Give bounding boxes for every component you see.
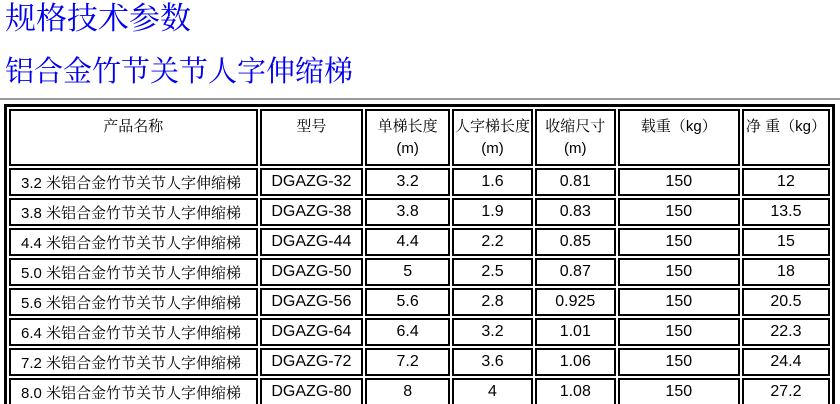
model-cell: DGAZG-80 xyxy=(260,378,364,404)
load-cell: 150 xyxy=(618,258,740,286)
aframe-length-cell: 2.8 xyxy=(452,288,533,316)
table-row xyxy=(9,258,830,286)
single-length-cell: 4.4 xyxy=(365,228,450,256)
net-weight-cell: 12 xyxy=(742,168,830,196)
folded-size-cell: 0.925 xyxy=(535,288,616,316)
col-header-label: 型号 xyxy=(296,118,327,135)
table-row xyxy=(9,318,830,346)
divider xyxy=(0,98,840,100)
product-name-cell: 6.4 米铝合金竹节关节人字伸缩梯 xyxy=(9,318,258,346)
single-length-cell: 5.6 xyxy=(365,288,450,316)
product-name-cell: 5.0 米铝合金竹节关节人字伸缩梯 xyxy=(9,258,258,286)
net-weight-cell: 24.4 xyxy=(742,348,830,376)
model-cell: DGAZG-72 xyxy=(260,348,364,376)
net-weight-cell: 27.2 xyxy=(742,378,830,404)
col-header-load xyxy=(618,109,740,166)
folded-size-cell: 0.83 xyxy=(535,198,616,226)
net-weight-cell: 20.5 xyxy=(742,288,830,316)
col-header-folded-size xyxy=(535,109,616,166)
product-name-cell: 7.2 米铝合金竹节关节人字伸缩梯 xyxy=(9,348,258,376)
product-name-cell: 5.6 米铝合金竹节关节人字伸缩梯 xyxy=(9,288,258,316)
product-name-cell: 3.8 米铝合金竹节关节人字伸缩梯 xyxy=(9,198,258,226)
col-header-unit: (m) xyxy=(481,140,504,157)
load-cell: 150 xyxy=(618,348,740,376)
col-header-aframe-length xyxy=(452,109,533,166)
spec-table xyxy=(4,104,835,404)
col-header-product-name xyxy=(9,109,258,166)
single-length-cell: 6.4 xyxy=(365,318,450,346)
folded-size-cell: 0.87 xyxy=(535,258,616,286)
model-cell: DGAZG-64 xyxy=(260,318,364,346)
load-cell: 150 xyxy=(618,198,740,226)
net-weight-cell: 22.3 xyxy=(742,318,830,346)
model-cell: DGAZG-50 xyxy=(260,258,364,286)
aframe-length-cell: 1.6 xyxy=(452,168,533,196)
col-header-label: 收缩尺寸 xyxy=(545,118,606,135)
single-length-cell: 7.2 xyxy=(365,348,450,376)
table-row xyxy=(9,168,830,196)
table-row xyxy=(9,288,830,316)
folded-size-cell: 1.08 xyxy=(535,378,616,404)
table-row xyxy=(9,228,830,256)
aframe-length-cell: 1.9 xyxy=(452,198,533,226)
col-header-unit: (m) xyxy=(396,140,419,157)
page-title: 规格技术参数 xyxy=(5,1,191,36)
load-cell: 150 xyxy=(618,168,740,196)
net-weight-cell: 15 xyxy=(742,228,830,256)
load-cell: 150 xyxy=(618,228,740,256)
folded-size-cell: 1.01 xyxy=(535,318,616,346)
aframe-length-cell: 4 xyxy=(452,378,533,404)
col-header-model xyxy=(260,109,364,166)
single-length-cell: 3.8 xyxy=(365,198,450,226)
folded-size-cell: 1.06 xyxy=(535,348,616,376)
folded-size-cell: 0.85 xyxy=(535,228,616,256)
col-header-unit: (m) xyxy=(564,140,587,157)
col-header-label: 人字梯长度 xyxy=(454,118,530,135)
model-cell: DGAZG-44 xyxy=(260,228,364,256)
col-header-label: 载重（kg） xyxy=(640,118,717,135)
aframe-length-cell: 3.2 xyxy=(452,318,533,346)
aframe-length-cell: 3.6 xyxy=(452,348,533,376)
product-name-cell: 8.0 米铝合金竹节关节人字伸缩梯 xyxy=(9,378,258,404)
table-row xyxy=(9,198,830,226)
product-name-cell: 4.4 米铝合金竹节关节人字伸缩梯 xyxy=(9,228,258,256)
header-row xyxy=(9,109,830,166)
table-row xyxy=(9,378,830,404)
col-header-single-length xyxy=(365,109,450,166)
load-cell: 150 xyxy=(618,318,740,346)
folded-size-cell: 0.81 xyxy=(535,168,616,196)
product-subtitle: 铝合金竹节关节人字伸缩梯 xyxy=(5,56,354,88)
page xyxy=(0,3,840,404)
model-cell: DGAZG-56 xyxy=(260,288,364,316)
single-length-cell: 8 xyxy=(365,378,450,404)
aframe-length-cell: 2.2 xyxy=(452,228,533,256)
col-header-net-weight xyxy=(742,109,830,166)
model-cell: DGAZG-32 xyxy=(260,168,364,196)
single-length-cell: 3.2 xyxy=(365,168,450,196)
aframe-length-cell: 2.5 xyxy=(452,258,533,286)
single-length-cell: 5 xyxy=(365,258,450,286)
net-weight-cell: 13.5 xyxy=(742,198,830,226)
product-name-cell: 3.2 米铝合金竹节关节人字伸缩梯 xyxy=(9,168,258,196)
col-header-label: 净 重（kg） xyxy=(745,118,826,135)
load-cell: 150 xyxy=(618,378,740,404)
load-cell: 150 xyxy=(618,288,740,316)
table-row xyxy=(9,348,830,376)
net-weight-cell: 18 xyxy=(742,258,830,286)
model-cell: DGAZG-38 xyxy=(260,198,364,226)
col-header-label: 单梯长度 xyxy=(377,118,438,135)
col-header-label: 产品名称 xyxy=(103,118,164,135)
